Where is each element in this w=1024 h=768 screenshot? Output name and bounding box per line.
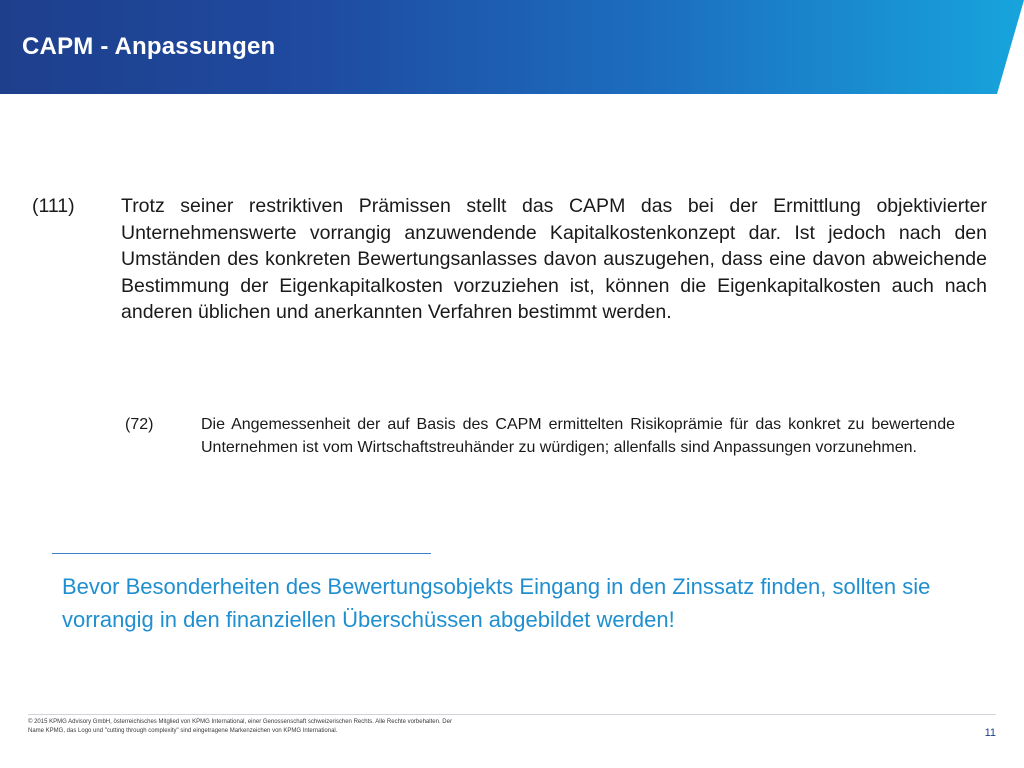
excerpt-number: (72) <box>125 416 154 433</box>
excerpt-text: Die Angemessenheit der auf Basis des CAPM ermittelten Risikoprämie für das konkret zu bewertende Unternehmen ist vom Wirtschaftstreuhänder zu würdigen; allenfalls sind Anpassungen vorzunehmen. <box>201 416 955 456</box>
excerpt-paragraph-72 <box>125 413 955 459</box>
excerpt-text: Trotz seiner restriktiven Prämissen stellt das CAPM das bei der Ermittlung objektivierter Unternehmenswerte vorrangig anzuwendende Kapitalkostenkonzept dar. Ist jedoch nach den Umständen des konkreten Bewertungsanlasses davon auszugehen, dass eine davon abweichende Bestimmung der Eigenkapitalkosten vorzuziehen ist, können die Eigenkapitalkosten auch nach anderen üblichen und anerkannten Verfahren bestimmt werden. <box>121 195 987 323</box>
page-number: 11 <box>984 727 996 739</box>
page-title: CAPM - Anpassungen <box>22 33 276 60</box>
excerpt-paragraph-111 <box>32 193 987 326</box>
footer-divider <box>28 714 996 715</box>
excerpt-number: (111) <box>32 195 75 217</box>
callout-text: Bevor Besonderheiten des Bewertungsobjekts Eingang in den Zinssatz finden, sollten sie vorrangig in den finanziellen Überschüssen abgebildet werden! <box>62 574 931 632</box>
copyright-notice: © 2015 KPMG Advisory GmbH, österreichisches Mitglied von KPMG International, einer Genossenschaft schweizerischen Rechts. Alle Rechte vorbehalten. Der Name KPMG, das Logo und "cutting through complexity" sind eingetragene Markenzeichen von KPMG International. <box>28 719 452 734</box>
callout-separator <box>52 553 431 554</box>
